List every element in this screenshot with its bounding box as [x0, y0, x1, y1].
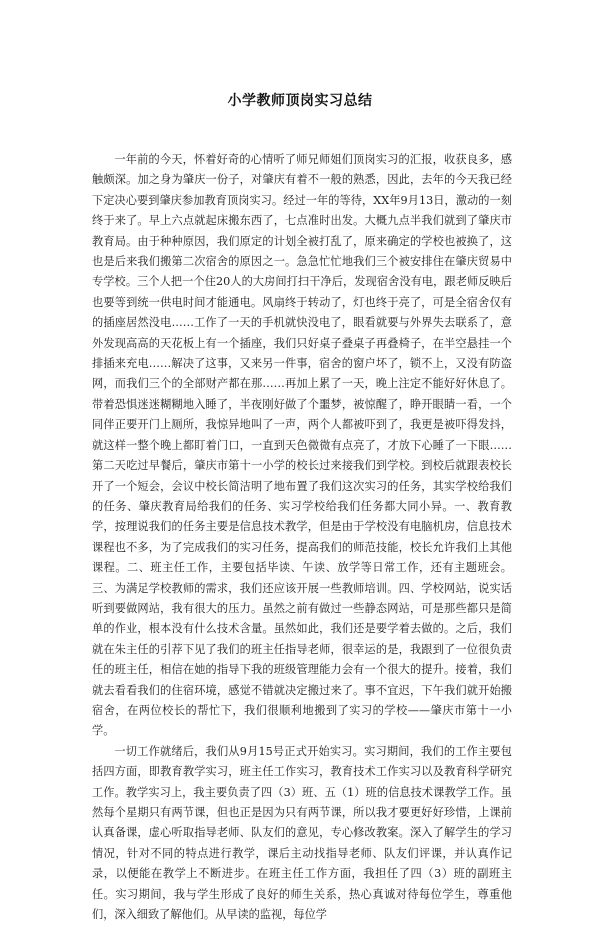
document-title: 小学教师顶岗实习总结	[227, 93, 373, 109]
paragraph-1: 一年前的今天，怀着好奇的心情听了师兄师姐们顶岗实习的汇报，收获良多，感触颇深。加之身为肇庆一份子，对肇庆有着不一般的熟悉，因此，去年的今天我已经下定决心要到肇庆参加教育顶岗实习。经过一年的等待，XX年9月13日，激动的一刻终于来了。早上六点就起床搬东西了，七点准时出发。大概九点半我们就到了肇庆市教育局。由于种种原因，我们原定的计划全被打乱了，原来确定的学校也被换了，这也是后来我们搬第二次宿舍的原因之一。急急忙忙地我们三个被安排住在肇庆贸易中专学校。三个人把一个住20人的大房间打扫干净后，发现宿舍没有电，跟老师反映后也要等到统一供电时间才能通电。风扇终于转动了，灯也终于亮了，可是全宿舍仅有的插座居然没电……工作了一天的手机就快没电了，眼看就要与外界失去联系了，意外发现高高的天花板上有一个插座，我们只好桌子叠桌子再叠椅子，在半空悬挂一个排插来充电……解决了这事，又来另一件事，宿舍的窗户坏了，锁不上，又没有防盗网，而我们三个的全部财产都在那……再加上累了一天，晚上注定不能好好休息了。带着恐惧迷迷糊糊地入睡了，半夜刚好做了个噩梦，被惊醒了，睁开眼睛一看，一个同伴正要开门上厕所，我惊异地叫了一声，两个人都被吓到了，我更是被吓得发抖，就这样一整个晚上都盯着门口，一直到天色微微有点亮了，才放下心睡了一下眼……第二天吃过早餐后，肇庆市第十一小学的校长过来接我们到学校。到校后就跟表校长开了一个短会，会议中校长简洁明了地布置了我们这次实习的任务，其实学校给我们的任务、肇庆教育局给我们的任务、实习学校给我们任务都大同小异。一、教育教学，按理说我们的任务主要是信息技术教学，但是由于学校没有电脑机房，信息技术课程也不多，为了完成我们的实习任务，提高我们的师范技能，校长允许我们上其他课程。二、班主任工作，主要包括毕读、午读、放学等日常工作，还有主题班会。三、为满足学校教师的需求，我们还应该开展一些教师培训。四、学校网站，说实话听到要做网站，我有很大的压力。虽然之前有做过一些静态网站，可是那些都只是简单的作业，根本没有什么技术含量。虽然如此，我们还是要学着去做的。之后，我们就在朱主任的引荐下见了我们的班主任指导老师，很幸运的是，我跟到了一位很负责任的班主任，相信在她的指导下我的班级管理能力会有一个很大的提升。接着，我们就去看看我们的住宿环境，感觉不错就决定搬过来了。事不宜迟，下午我们就开始搬宿舍，在两位校长的帮忙下，我们很顺利地搬到了实习的学校——肇庆市第十一小学。	[92, 153, 512, 738]
document-body	[92, 150, 512, 925]
paragraph-2: 一切工作就绪后，我们从9月15号正式开始实习。实习期间，我们的工作主要包括四方面，即教育教学实习，班主任工作实习，教育技术工作实习以及教育科学研究工作。教学实习上，我主要负责了四（3）班、五（1）班的信息技术课教学工作。虽然每个星期只有两节课，但也正是因为只有两节课，所以我才要更好好珍惜，上课前认真备课，虚心听取指导老师、队友们的意见，专心修改教案。深入了解学生的学习情况，针对不同的特点进行教学，课后主动找指导老师、队友们评课，并认真作记录，以便能在教学上不断进步。在班主任工作方面，我担任了四（3）班的副班主任。实习期间，我与学生形成了良好的师生关系，热心真诚对待每位学生，尊重他们，深入细致了解他们。从早读的监视，每位学	[92, 744, 512, 922]
